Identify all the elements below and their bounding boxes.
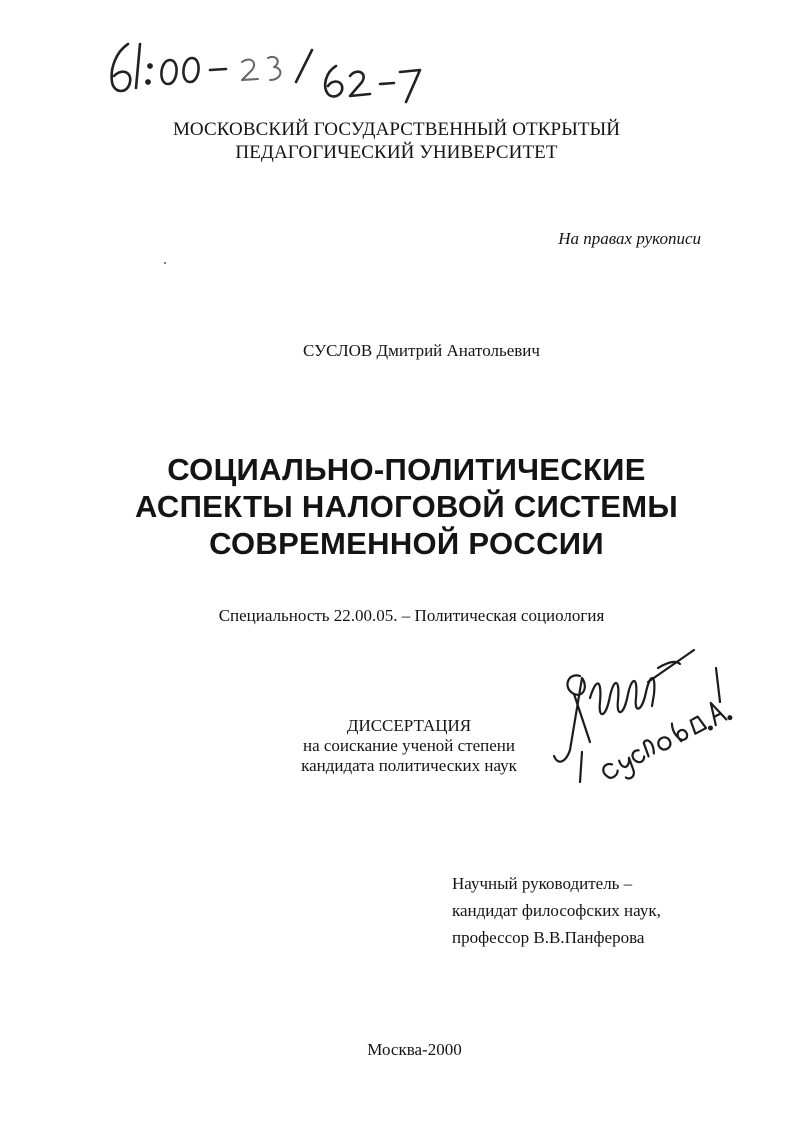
degree-line-1: на соискание ученой степени bbox=[302, 736, 516, 755]
handwritten-archive-mark bbox=[98, 22, 438, 112]
author-name: СУСЛОВ Дмитрий Анатольевич bbox=[303, 341, 540, 360]
university-name-line-1: МОСКОВСКИЙ ГОСУДАРСТВЕННЫЙ ОТКРЫТЫЙ bbox=[172, 119, 621, 140]
university-name bbox=[0, 118, 793, 164]
advisor-line-2: кандидат философских наук, bbox=[452, 901, 661, 920]
title-line-1: СОЦИАЛЬНО-ПОЛИТИЧЕСКИЕ bbox=[167, 452, 646, 487]
dissertation-degree-block bbox=[280, 716, 538, 776]
author-signature bbox=[540, 632, 740, 792]
rights-note: На правах рукописи bbox=[558, 229, 701, 248]
dissertation-label: ДИССЕРТАЦИЯ bbox=[346, 716, 472, 735]
university-name-line-2: ПЕДАГОГИЧЕСКИЙ УНИВЕРСИТЕТ bbox=[235, 142, 558, 163]
advisor-line-1: Научный руководитель – bbox=[452, 874, 633, 893]
dissertation-title bbox=[0, 451, 793, 562]
scientific-advisor-block bbox=[452, 870, 661, 951]
specialty: Специальность 22.00.05. – Политическая социология bbox=[218, 606, 605, 625]
title-line-3: СОВРЕМЕННОЙ РОССИИ bbox=[209, 526, 604, 561]
degree-line-2: кандидата политических наук bbox=[301, 756, 517, 775]
advisor-line-3: профессор В.В.Панферова bbox=[452, 928, 645, 947]
speck bbox=[164, 262, 166, 264]
title-line-2: АСПЕКТЫ НАЛОГОВОЙ СИСТЕМЫ bbox=[134, 489, 679, 524]
city-year: Москва-2000 bbox=[367, 1040, 462, 1059]
